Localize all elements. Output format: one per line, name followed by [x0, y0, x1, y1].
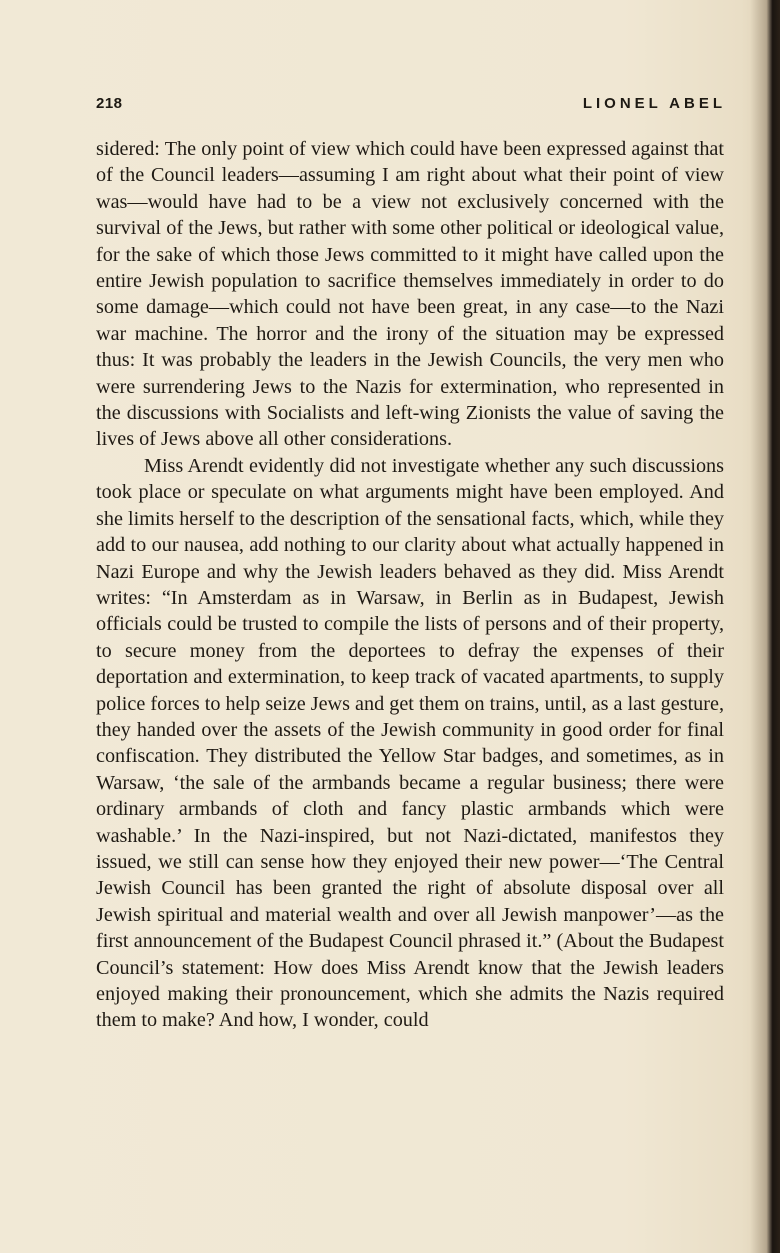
page-binding-edge — [750, 0, 780, 1253]
running-head-author: LIONEL ABEL — [582, 95, 726, 112]
body-text — [96, 136, 724, 1034]
paragraph: Miss Arendt evidently did not investigate whether any such discussions took place or speculate on what arguments might have been employed. And she limits herself to the description of the sensational facts, which, while they add to our nausea, add nothing to our clarity about what actually happened in Nazi Europe and why the Jewish leaders behaved as they did. Miss Arendt writes: “In Amsterdam as in Warsaw, in Berlin as in Budapest, Jewish officials could be trusted to compile the lists of persons and of their property, to secure money from the deportees to defray the expenses of their deportation and extermination, to keep track of vacated apartments, to supply police forces to help seize Jews and get them on trains, until, as a last gesture, they handed over the assets of the Jewish community in good order for final confiscation. They distributed the Yellow Star badges, and sometimes, as in Warsaw, ‘the sale of the armbands became a regular business; there were ordinary armbands of cloth and fancy plastic armbands which were washable.’ In the Nazi-inspired, but not Nazi-dictated, manifestos they issued, we still can sense how they enjoyed their new power—‘The Central Jewish Council has been granted the right of absolute disposal over all Jewish spiritual and material wealth and over all Jewish manpower’—as the first announcement of the Budapest Council phrased it.” (About the Budapest Council’s statement: How does Miss Arendt know that the Jewish leaders enjoyed making their pronouncement, which she admits the Nazis required them to make? And how, I wonder, could — [96, 454, 724, 1032]
running-head — [96, 95, 726, 119]
page-number: 218 — [96, 95, 123, 112]
paragraph-continued: sidered: The only point of view which could have been expressed against that of the Council leaders—assuming I am right about what their point of view was—would have had to be a view not exclusively concerned with the survival of the Jews, but rather with some other political or ideological value, for the sake of which those Jews committed to it might have called upon the entire Jewish population to sacrifice themselves immediately in order to do some damage—which could not have been great, in any case—to the Nazi war machine. The horror and the irony of the situation may be expressed thus: It was probably the leaders in the Jewish Councils, the very men who were surrendering Jews to the Nazis for extermination, who represented in the discussions with Socialists and left-wing Zionists the value of saving the lives of Jews above all other considerations. — [96, 138, 724, 451]
